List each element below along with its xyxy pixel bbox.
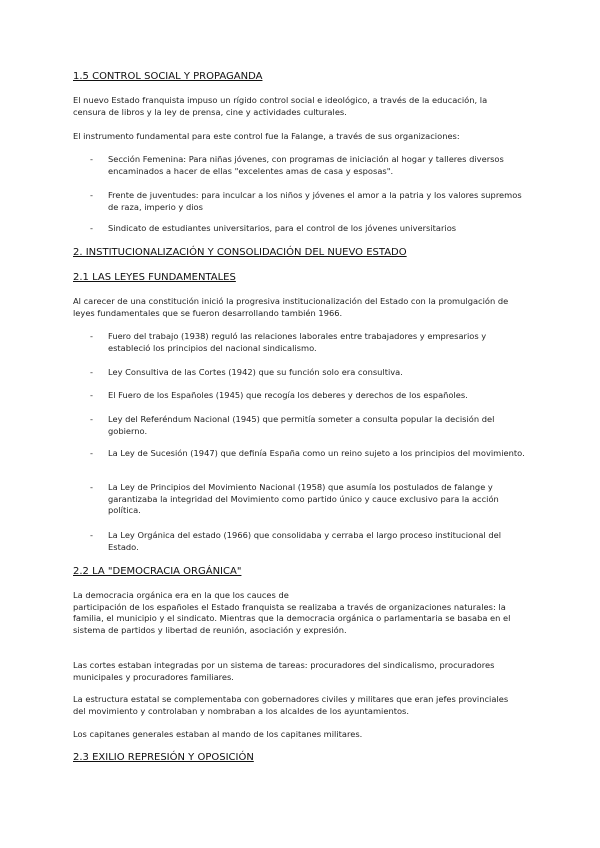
paragraph: El instrumento fundamental para este control fue la Falange, a través de sus organizaciones: <box>73 131 460 141</box>
paragraph <box>73 590 513 636</box>
paragraph: El nuevo Estado franquista impuso un rígido control social e ideológico, a través de la educación, la censura de libros y la ley de prensa, cine y actividades culturales. <box>73 95 488 117</box>
list-item-text: Frente de juventudes: para inculcar a los niños y jóvenes el amor a la patria y los valores supremos de raza, imperio y dios <box>108 190 522 212</box>
paragraph: Al carecer de una constitución inició la progresiva institucionalización del Estado con la promulgación de leyes fundamentales que se fueron desarrollando también 1966. <box>73 296 509 318</box>
list-dash: - <box>90 331 93 341</box>
list-item-text: El Fuero de los Españoles (1945) que recogía los deberes y derechos de los españoles. <box>108 390 468 400</box>
list-item <box>90 414 526 437</box>
paragraph: La estructura estatal se complementaba con gobernadores civiles y militares que eran jefes provinciales del movimiento y controlaban y nombraban a los alcaldes de los ayuntamientos. <box>73 694 509 716</box>
list-item-text: Ley del Referéndum Nacional (1945) que permitía someter a consulta popular la decisión del gobierno. <box>108 414 495 436</box>
list-item-text: Ley Consultiva de las Cortes (1942) que su función solo era consultiva. <box>108 367 403 377</box>
paragraph-rest: participación de los españoles el Estado franquista se realizaba a través de organizaciones naturales: la familia, el municipio y el sindicato. Mientras que la democracia orgánica o parlamentaria se basaba en el sistema de partidos y libertad de reunión, asociación y expresión. <box>73 601 511 635</box>
section-heading-1-5: 1.5 CONTROL SOCIAL Y PROPAGANDA <box>73 71 263 82</box>
list-dash: - <box>90 414 93 424</box>
list-dash: - <box>90 223 93 233</box>
list-item <box>90 390 526 402</box>
list-item <box>90 530 526 553</box>
paragraph: Las cortes estaban integradas por un sistema de tareas: procuradores del sindicalismo, procuradores municipales y procuradores familiares. <box>73 660 495 682</box>
section-heading-2-3: 2.3 EXILIO REPRESIÓN Y OPOSICIÓN <box>73 752 254 763</box>
list-item <box>90 448 526 460</box>
list-dash: - <box>90 154 93 164</box>
list-item <box>90 331 526 354</box>
list-dash: - <box>90 530 93 540</box>
list-dash: - <box>90 367 93 377</box>
paragraph-line: La democracia orgánica era en la que los cauces de <box>73 590 289 600</box>
list-item-text: La Ley de Sucesión (1947) que definía España como un reino sujeto a los principios del movimiento. <box>108 448 525 458</box>
list-item <box>90 190 526 213</box>
list-item <box>90 223 526 235</box>
section-heading-2: 2. INSTITUCIONALIZACIÓN Y CONSOLIDACIÓN DEL NUEVO ESTADO <box>73 247 407 258</box>
list-item-text: Sección Femenina: Para niñas jóvenes, con programas de iniciación al hogar y talleres diversos encaminados a hacer de ellas "excelentes amas de casa y esposas". <box>108 154 504 176</box>
list-item-text: Sindicato de estudiantes universitarios, para el control de los jóvenes universitarios <box>108 223 457 233</box>
list-item-text: La Ley de Principios del Movimiento Nacional (1958) que asumía los postulados de falange y garantizaba la integridad del Movimiento como partido único y cauce exclusivo para la acción política. <box>108 482 499 515</box>
paragraph: Los capitanes generales estaban al mando de los capitanes militares. <box>73 729 363 739</box>
list-item <box>90 367 526 379</box>
list-item-text: Fuero del trabajo (1938) reguló las relaciones laborales entre trabajadores y empresarios y estableció los principios del nacional sindicalismo. <box>108 331 487 353</box>
list-item <box>90 482 526 517</box>
list-dash: - <box>90 390 93 400</box>
section-heading-2-2: 2.2 LA "DEMOCRACIA ORGÁNICA" <box>73 566 242 577</box>
list-dash: - <box>90 482 93 492</box>
list-item-text: La Ley Orgánica del estado (1966) que consolidaba y cerraba el largo proceso institucional del Estado. <box>108 530 502 552</box>
section-heading-2-1: 2.1 LAS LEYES FUNDAMENTALES <box>73 272 236 283</box>
list-dash: - <box>90 190 93 200</box>
list-dash: - <box>90 448 93 458</box>
list-item <box>90 154 526 177</box>
